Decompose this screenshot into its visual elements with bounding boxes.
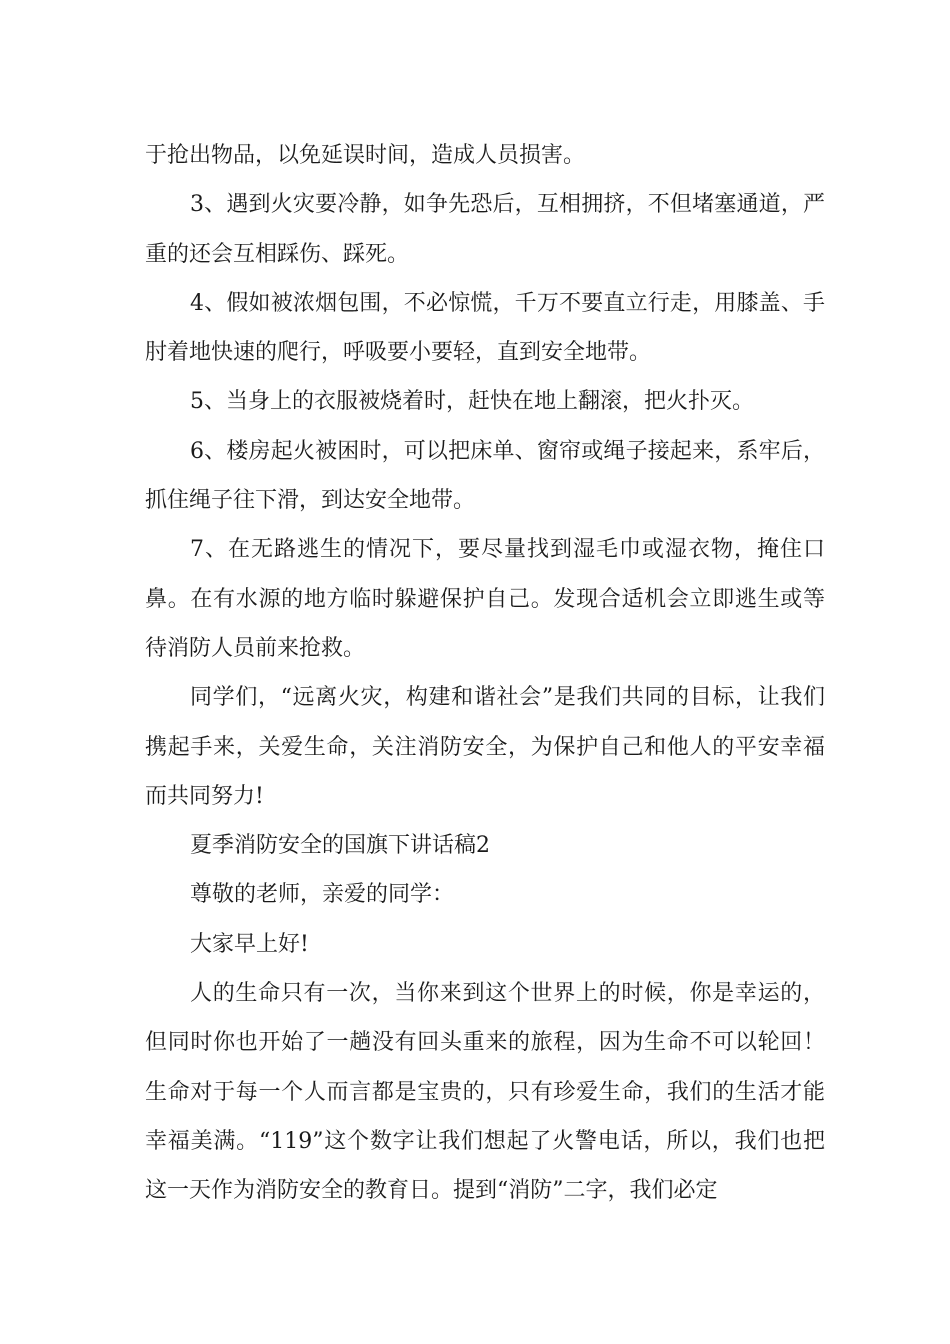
paragraph: 人的生命只有一次，当你来到这个世界上的时候，你是幸运的，但同时你也开始了一趟没有回头重来的旅程，因为生命不可以轮回！生命对于每一个人而言都是宝贵的，只有珍爱生命，我们的生活才能幸福美满。“119”这个数字让我们想起了火警电话，所以，我们也把这一天作为消防安全的教育日。提到“消防”二字，我们必定 xyxy=(145,981,825,1204)
greeting: 大家早上好! xyxy=(190,931,309,957)
document-body xyxy=(145,131,825,1216)
paragraph: 于抢出物品，以免延误时间，造成人员损害。 xyxy=(145,143,586,168)
paragraph: 5、当身上的衣服被烧着时，赶快在地上翻滚，把火扑灭。 xyxy=(190,389,754,415)
paragraph: 7、在无路逃生的情况下，要尽量找到湿毛巾或湿衣物，掩住口鼻。在有水源的地方临时躲避保护自己。发现合适机会立即逃生或等待消防人员前来抢救。 xyxy=(145,537,825,661)
salutation: 尊敬的老师，亲爱的同学： xyxy=(190,882,455,908)
section-heading: 夏季消防安全的国旗下讲话稿2 xyxy=(190,833,490,859)
paragraph: 6、楼房起火被困时，可以把床单、窗帘或绳子接起来，系牢后，抓住绳子往下滑，到达安全地带。 xyxy=(145,438,825,514)
paragraph: 4、假如被浓烟包围，不必惊慌，千万不要直立行走，用膝盖、手肘着地快速的爬行，呼吸要小要轻，直到安全地带。 xyxy=(145,290,825,366)
paragraph: 3、遇到火灾要冷静，如争先恐后，互相拥挤，不但堵塞通道，严重的还会互相踩伤、踩死。 xyxy=(145,192,825,267)
paragraph: 同学们，“远离火灾，构建和谐社会”是我们共同的目标，让我们携起手来，关爱生命，关注消防安全，为保护自己和他人的平安幸福而共同努力! xyxy=(145,685,825,809)
